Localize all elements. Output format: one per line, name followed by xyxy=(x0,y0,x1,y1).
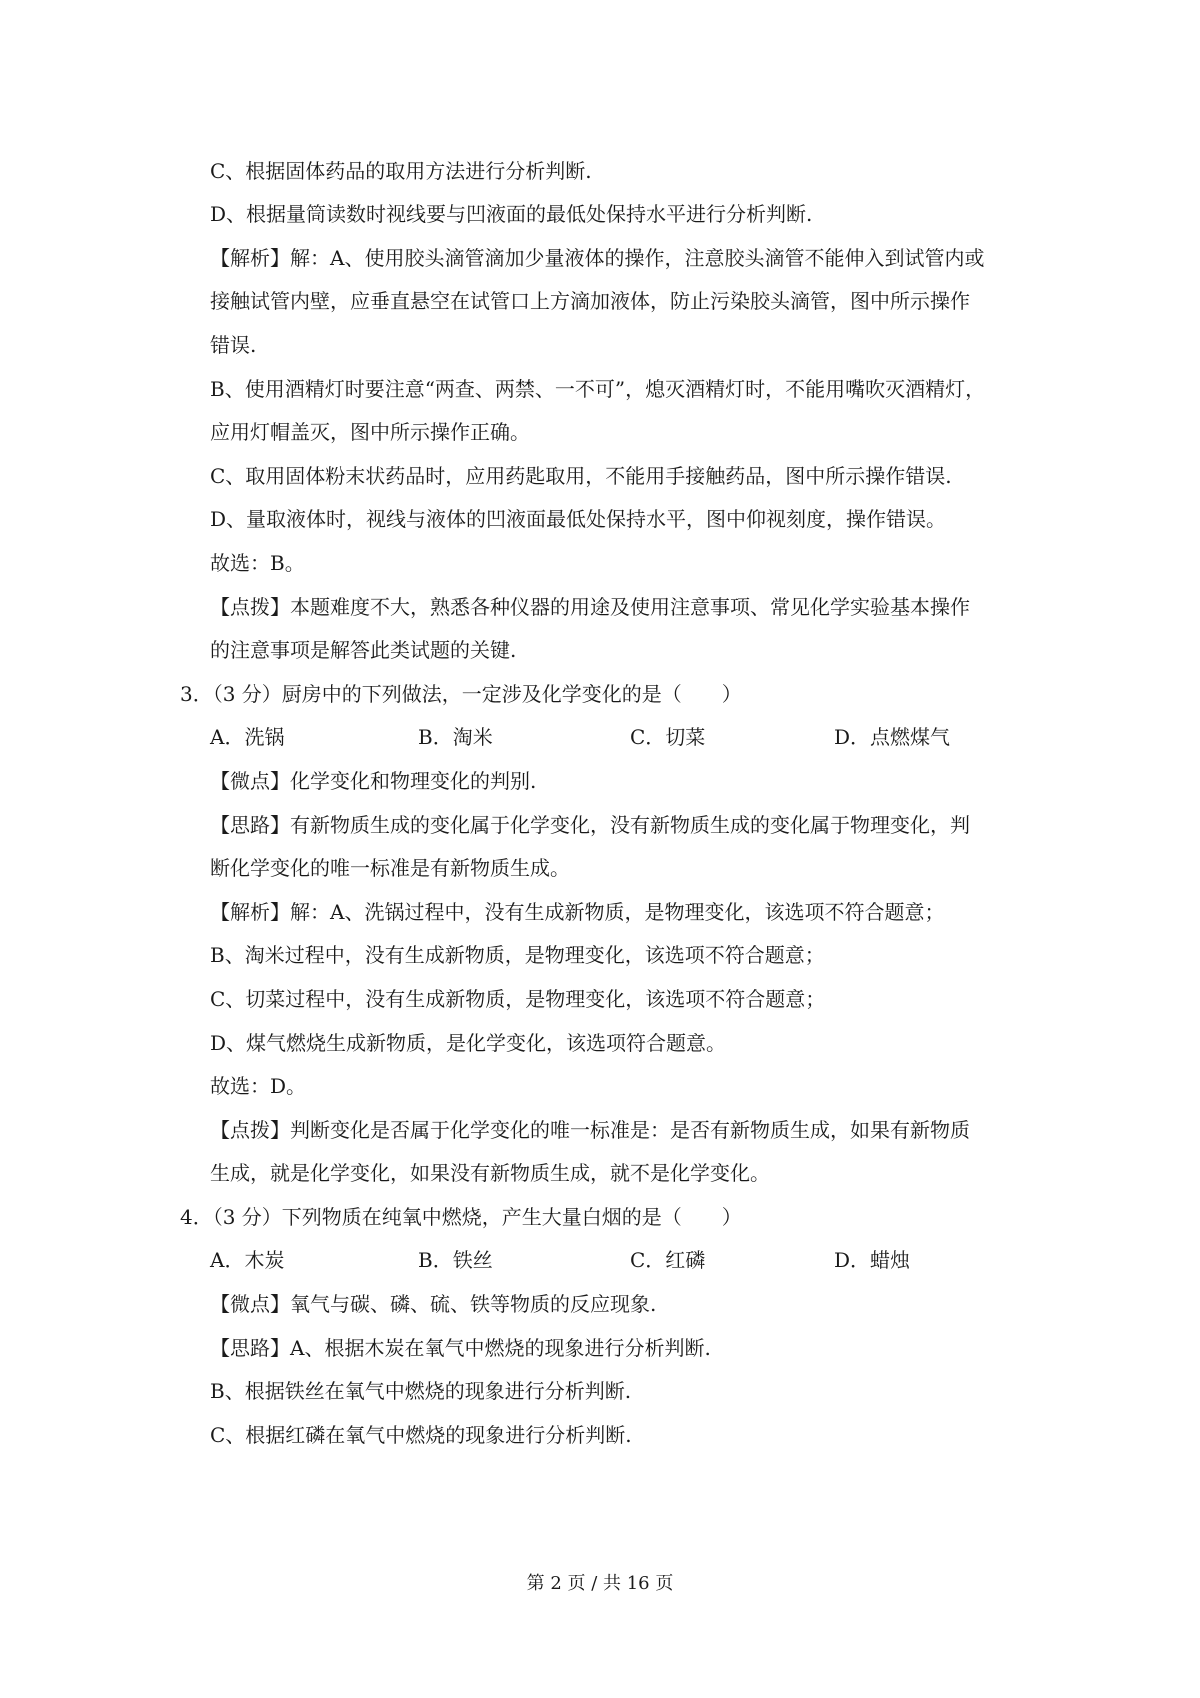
text-line: 【思路】A、根据木炭在氧气中燃烧的现象进行分析判断. xyxy=(210,1336,711,1360)
text-line: 断化学变化的唯一标准是有新物质生成。 xyxy=(210,856,570,880)
option-c: C．红磷 xyxy=(630,1248,706,1272)
option-a: A．洗锅 xyxy=(210,725,285,749)
text-line: 故选：D。 xyxy=(210,1074,307,1098)
text-line: C、取用固体粉末状药品时，应用药匙取用，不能用手接触药品，图中所示操作错误. xyxy=(210,464,952,488)
text-line: 【思路】有新物质生成的变化属于化学变化，没有新物质生成的变化属于物理变化，判 xyxy=(210,813,970,837)
text-line: 【微点】化学变化和物理变化的判别. xyxy=(210,769,537,793)
text-line: D、量取液体时，视线与液体的凹液面最低处保持水平，图中仰视刻度，操作错误。 xyxy=(210,507,947,531)
option-b: B．铁丝 xyxy=(418,1248,493,1272)
text-line: B、根据铁丝在氧气中燃烧的现象进行分析判断. xyxy=(210,1379,632,1403)
question-3-stem: 3．（3 分）厨房中的下列做法，一定涉及化学变化的是（ ） xyxy=(180,682,742,706)
option-b: B．淘米 xyxy=(418,725,493,749)
text-line: 【微点】氧气与碳、磷、硫、铁等物质的反应现象. xyxy=(210,1292,657,1316)
text-line: 【解析】解：A、使用胶头滴管滴加少量液体的操作，注意胶头滴管不能伸入到试管内或 xyxy=(210,246,985,270)
text-line: C、根据红磷在氧气中燃烧的现象进行分析判断. xyxy=(210,1423,632,1447)
text-line: C、根据固体药品的取用方法进行分析判断. xyxy=(210,159,592,183)
text-line: 生成，就是化学变化，如果没有新物质生成，就不是化学变化。 xyxy=(210,1161,770,1185)
text-line: 应用灯帽盖灭，图中所示操作正确。 xyxy=(210,420,530,444)
text-line: B、使用酒精灯时要注意“两查、两禁、一不可”，熄灭酒精灯时，不能用嘴吹灭酒精灯， xyxy=(210,377,986,401)
text-line: 的注意事项是解答此类试题的关键. xyxy=(210,638,517,662)
text-line: 错误. xyxy=(210,333,257,357)
option-d: D．蜡烛 xyxy=(834,1248,911,1272)
question-4-stem: 4．（3 分）下列物质在纯氧中燃烧，产生大量白烟的是（ ） xyxy=(180,1205,742,1229)
page-footer: 第 2 页 / 共 16 页 xyxy=(526,1573,674,1594)
text-line: 【点拨】判断变化是否属于化学变化的唯一标准是：是否有新物质生成，如果有新物质 xyxy=(210,1118,970,1142)
text-line: 【解析】解：A、洗锅过程中，没有生成新物质，是物理变化，该选项不符合题意； xyxy=(210,900,945,924)
text-line: 【点拨】本题难度不大，熟悉各种仪器的用途及使用注意事项、常见化学实验基本操作 xyxy=(210,595,970,619)
option-d: D．点燃煤气 xyxy=(834,725,951,749)
option-c: C．切菜 xyxy=(630,725,706,749)
text-line: 故选：B。 xyxy=(210,551,305,575)
text-line: C、切菜过程中，没有生成新物质，是物理变化，该选项不符合题意； xyxy=(210,987,826,1011)
text-line: D、煤气燃烧生成新物质，是化学变化，该选项符合题意。 xyxy=(210,1031,727,1055)
text-line: D、根据量筒读数时视线要与凹液面的最低处保持水平进行分析判断. xyxy=(210,202,813,226)
text-line: 接触试管内壁，应垂直悬空在试管口上方滴加液体，防止污染胶头滴管，图中所示操作 xyxy=(210,289,970,313)
option-a: A．木炭 xyxy=(210,1248,285,1272)
text-line: B、淘米过程中，没有生成新物质，是物理变化，该选项不符合题意； xyxy=(210,943,825,967)
